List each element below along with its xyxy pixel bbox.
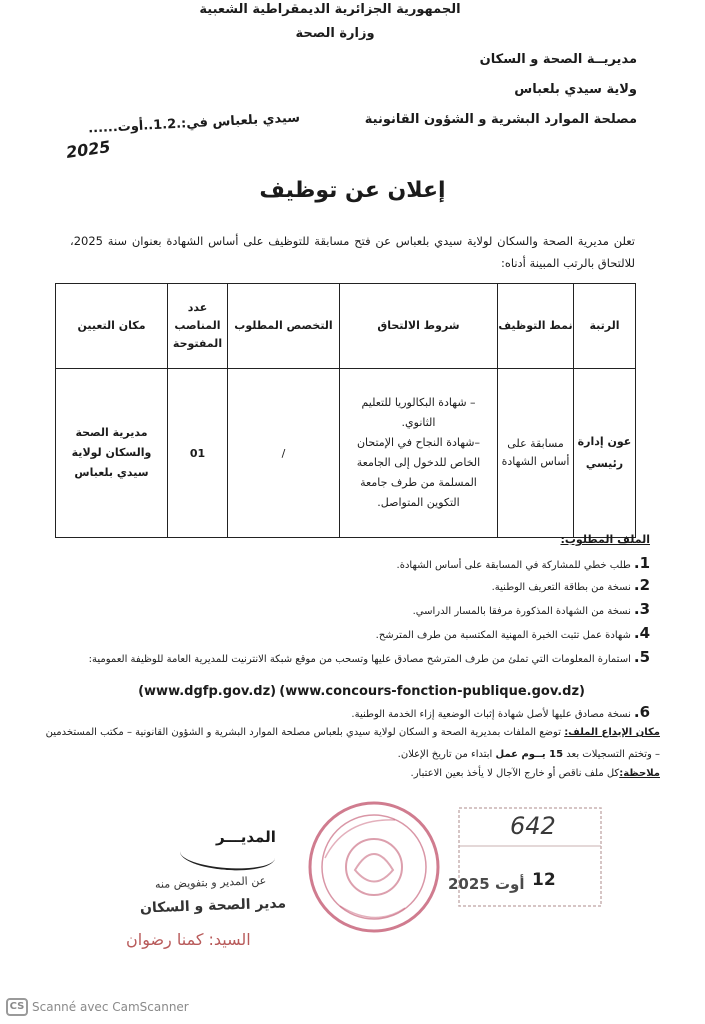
camscanner-icon: CS [6,998,28,1016]
dossier-title: الملف المطلوب: [560,533,650,546]
republic-header: الجمهورية الجزائرية الديمقراطية الشعبية [199,2,461,17]
remark [411,768,660,779]
header-rank: الرتبة [574,284,636,369]
link-dgfp[interactable]: (www.dgfp.gov.dz) [138,684,277,699]
header-place: مكان التعيين [56,284,168,369]
direction-header: مديريــة الصحة و السكان [479,52,637,67]
cell-conditions [340,369,498,538]
links-line [138,684,585,701]
deposit-text-after: ابتداء من تاريخ الإعلان. [397,749,493,760]
director-title: المديـــر [216,828,276,846]
header-conditions: شروط الالتحاق [340,284,498,369]
list-item [351,704,650,723]
cell-specialty: / [228,369,340,538]
list-item [50,649,650,668]
condition-2: –شهادة النجاح في الإمتحان الخاص للدخول إلى الجامعة المسلمة من طرف جامعة التكوين المتواصل. [356,436,481,509]
list-item-number: 5. [633,648,650,666]
delegation-director: مدير الصحة و السكان [139,895,287,917]
signer-name: السيد: كمنا رضوان [126,930,251,949]
cell-mode: مسابقة على أساس الشهادة [498,369,574,538]
condition-1: – شهادة البكالوريا للتعليم الثانوي. [361,396,476,429]
list-item-text: شهادة عمل تثبت الخبرة المهنية المكتسبة من طرف المترشح. [375,630,631,641]
table-header-row [56,284,636,369]
deposit-paragraph [40,722,660,766]
scanner-footer [6,998,189,1016]
list-item-text: نسخة مصادق عليها لأصل شهادة إثبات الوضعية إزاء الخدمة الوطنية. [351,709,631,720]
header-positions: عدد المناصب المفتوحة [168,284,228,369]
remark-label: ملاحظة: [619,768,660,779]
wilaya-header: ولاية سيدي بلعباس [514,82,637,97]
list-item [413,601,650,620]
list-item-text: استمارة المعلومات التي تملئ من طرف المترشح مصادق عليها وتسحب من موقع شبكة الانترنيت للمديرية العامة للوظيفة العمومية: [88,654,631,665]
list-item [376,625,650,644]
service-header: مصلحة الموارد البشرية و الشؤون القانونية [364,112,637,127]
list-item [397,555,650,574]
header-specialty: التخصص المطلوب [228,284,340,369]
header-mode: نمط التوظيف [498,284,574,369]
cell-rank: عون إدارة رئيسي [574,369,636,538]
list-item-text: طلب خطي للمشاركة في المسابقة على أساس الشهادة. [396,560,631,571]
intro-paragraph: تعلن مديرية الصحة والسكان لولاية سيدي بلعباس عن فتح مسابقة للتوظيف على أساس الشهادة بعنوان سنة 2025، للالتحاق بالرتب المبينة أدناه: [70,234,635,270]
registration-day: 12 [532,870,556,890]
registration-date: 2025 أوت [448,875,525,893]
registration-number: 642 [510,812,556,840]
page-title: إعلان عن توظيف [259,178,446,203]
deposit-label: مكان الإيداع الملف: [564,727,660,738]
official-seal-icon [305,798,443,936]
handwritten-year: 2025 [64,136,112,163]
deposit-text: توضع الملفات بمديرية الصحة و السكان لولاية سيدي بلعباس مصلحة الموارد البشرية و الشؤون القانونية – مكتب المستخدمين – وتختم التسجيلات بعد [45,727,660,760]
list-item [492,577,650,596]
delegation-line: عن المدير و بتفويض منه [154,874,267,891]
cell-place: مديرية الصحة والسكان لولاية سيدي بلعباس [56,369,168,538]
positions-table [55,283,636,538]
list-item-text: نسخة من بطاقة التعريف الوطنية. [491,582,631,593]
footer-text: Scanné avec CamScanner [32,1000,189,1014]
list-item-number: 1. [633,554,650,572]
deposit-days: 15 يــوم عمل [495,749,564,760]
table-row [56,369,636,538]
signature-stroke [179,837,276,874]
place-date: سيدي بلعباس في:.1.2..أوت...... [87,110,301,137]
list-item-text: نسخة من الشهادة المذكورة مرفقا بالمسار الدراسي. [412,606,631,617]
link-concours[interactable]: (www.concours-fonction-publique.gov.dz) [279,684,585,699]
ministry-header: وزارة الصحة [295,26,375,41]
list-item-number: 6. [633,703,650,721]
remark-text: كل ملف ناقص أو خارج الآجال لا يأخذ بعين الاعتبار. [410,768,620,779]
cell-positions: 01 [168,369,228,538]
list-item-number: 4. [633,624,650,642]
list-item-number: 3. [633,600,650,618]
list-item-number: 2. [633,576,650,594]
